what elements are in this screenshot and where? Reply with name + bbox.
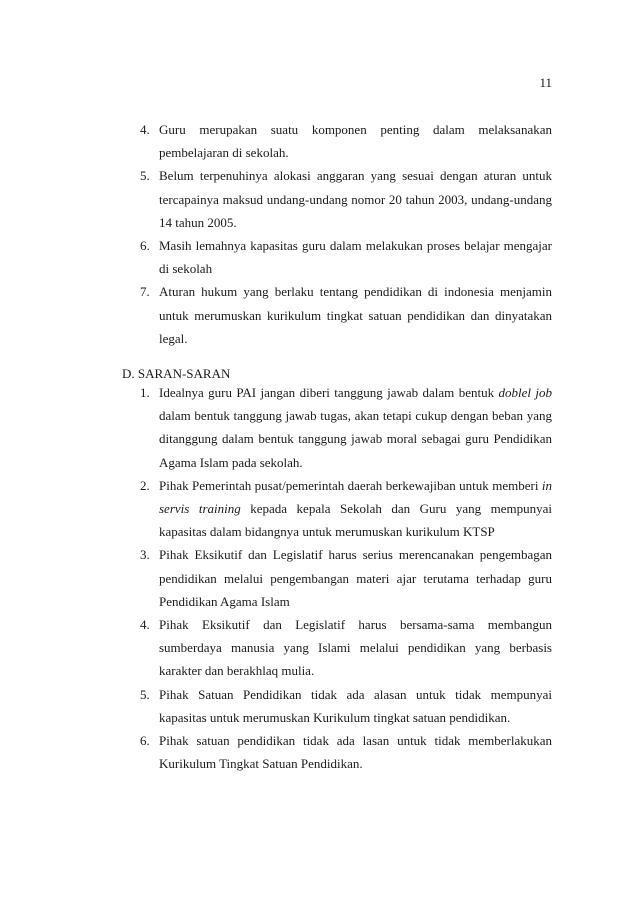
item-text: Aturan hukum yang berlaku tentang pendidikan di indonesia menjamin untuk merumuskan kurikulum tingkat satuan pendidikan dan dinyatakan legal.	[159, 284, 552, 346]
item-text: dalam bentuk tanggung jawab tugas, akan tetapi cukup dengan beban yang ditanggung dalam bentuk tanggung jawab moral sebagai guru Pendidikan Agama Islam pada sekolah.	[159, 408, 552, 470]
item-number: 6.	[140, 238, 150, 254]
list-item	[0, 381, 638, 474]
item-text: Belum terpenuhinya alokasi anggaran yang sesuai dengan aturan untuk tercapainya maksud undang-undang nomor 20 tahun 2003, undang-undang 14 tahun 2005.	[159, 168, 552, 230]
section-heading: D. SARAN-SARAN	[122, 366, 231, 381]
item-number: 4.	[140, 617, 150, 633]
list-item	[0, 164, 638, 234]
conclusion-list	[0, 118, 638, 350]
item-text-italic: doblel job	[498, 385, 552, 400]
item-number: 5.	[140, 686, 150, 702]
item-number: 6.	[140, 733, 150, 749]
list-item	[0, 729, 638, 775]
item-text: kepada kepala Sekolah dan Guru yang mempunyai kapasitas dalam bidangnya untuk merumuskan kurikulum KTSP	[159, 501, 552, 540]
item-text: Idealnya guru PAI jangan diberi tanggung jawab dalam bentuk	[159, 385, 499, 400]
item-number: 3.	[140, 547, 150, 563]
item-text: Pihak Pemerintah pusat/pemerintah daerah berkewajiban untuk memberi	[159, 477, 542, 493]
item-text-italic: in servis training	[159, 477, 552, 517]
item-text: Pihak Eksikutif dan Legislatif harus bersama-sama membangun sumberdaya manusia yang Islami melalui pendidikan yang berbasis karakter dan berakhlaq mulia.	[159, 617, 552, 679]
item-number: 5.	[140, 168, 150, 184]
item-text: Pihak Satuan Pendidikan tidak ada alasan untuk tidak mempunyai kapasitas untuk merumuskan Kurikulum tingkat satuan pendidikan.	[159, 686, 552, 725]
list-item	[0, 474, 638, 544]
item-text: Guru merupakan suatu komponen penting dalam melaksanakan pembelajaran di sekolah.	[159, 122, 552, 161]
item-number: 2.	[140, 477, 150, 493]
item-number: 1.	[140, 385, 150, 400]
item-number: 4.	[140, 122, 150, 137]
saran-list	[0, 381, 638, 775]
list-item	[0, 234, 638, 280]
item-text: Pihak Eksikutif dan Legislatif harus serius merencanakan pengembagan pendidikan melalui pengembangan materi ajar terutama terhadap guru Pendidikan Agama Islam	[159, 547, 552, 609]
list-item	[0, 280, 638, 350]
item-number: 7.	[140, 284, 150, 300]
list-item	[0, 683, 638, 729]
item-text: Pihak satuan pendidikan tidak ada lasan untuk tidak memberlakukan Kurikulum Tingkat Satuan Pendidikan.	[159, 733, 552, 772]
item-text: Masih lemahnya kapasitas guru dalam melakukan proses belajar mengajar di sekolah	[159, 238, 552, 277]
list-item	[0, 543, 638, 613]
list-item	[0, 613, 638, 683]
list-item	[0, 118, 638, 164]
page-number: 11	[539, 75, 552, 90]
